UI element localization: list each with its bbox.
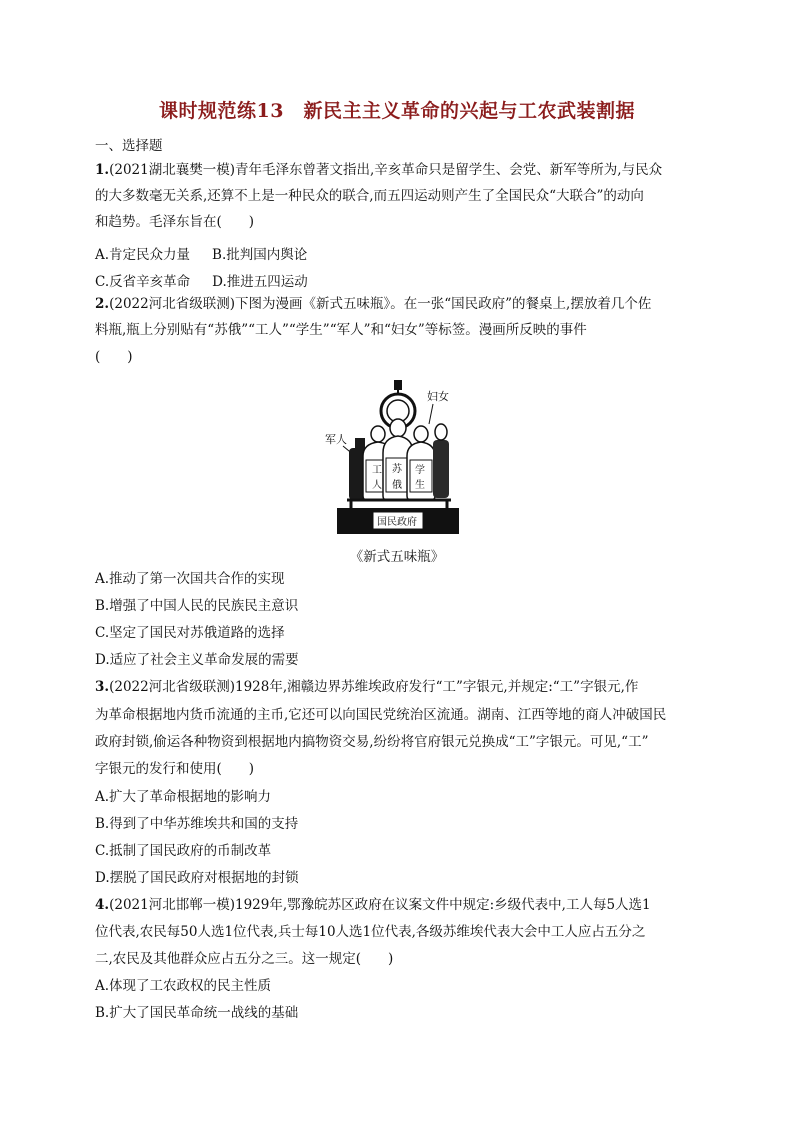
q1-options-row-2 <box>95 270 308 290</box>
figure-caption: 《新式五味瓶》 <box>349 549 445 565</box>
q2-line-3: ( ) <box>95 349 133 365</box>
q4-option-b[interactable]: B.扩大了国民革命统一战线的基础 <box>95 1005 299 1021</box>
q2-option-d[interactable]: D.适应了社会主义革命发展的需要 <box>95 652 299 668</box>
q1-line-1 <box>95 164 662 178</box>
q2-text: (2022河北省级联测)下图为漫画《新式五味瓶》。在一张“国民政府”的餐桌上,摆放着几个佐 <box>109 296 652 312</box>
q2-option-a[interactable]: A.推动了第一次国共合作的实现 <box>95 571 285 587</box>
q3-option-a[interactable]: A.扩大了革命根据地的影响力 <box>95 789 272 805</box>
q3-text: (2022河北省级联测)1928年,湘赣边界苏维埃政府发行“工”字银元,并规定:“工”字银元,作 <box>109 679 639 695</box>
q2-option-c[interactable]: C.坚定了国民对苏俄道路的选择 <box>95 625 285 641</box>
q1-line-3: 和趋势。毛泽东旨在( ) <box>95 214 255 230</box>
label-government: 国民政府 <box>377 517 417 528</box>
q4-line-3: 二,农民及其他群众应占五分之三。这一规定( ) <box>95 951 394 967</box>
q3-line-4: 字银元的发行和使用( ) <box>95 761 255 777</box>
q4-text: (2021河北邯郸一模)1929年,鄂豫皖苏区政府在议案文件中规定:乡级代表中,工人每5人选1 <box>109 897 651 913</box>
q1-option-b[interactable]: B.批判国内舆论 <box>212 247 308 263</box>
q1-options-row-1 <box>95 243 307 263</box>
q1-option-c[interactable]: C.反省辛亥革命 <box>95 274 191 290</box>
q1-option-a[interactable]: A.肯定民众力量 <box>95 247 191 263</box>
label-soviet-1: 苏 <box>392 464 402 475</box>
q1-text: (2021湖北襄樊一模)青年毛泽东曾著文指出,辛亥革命只是留学生、会党、新军等所为,与民众 <box>109 162 663 178</box>
q4-line-1 <box>95 899 651 913</box>
q2-option-b[interactable]: B.增强了中国人民的民族民主意识 <box>95 598 299 614</box>
label-worker-2: 人 <box>372 480 382 491</box>
q3-line-2: 为革命根据地内货币流通的主币,它还可以向国民党统治区流通。湖南、江西等地的商人冲破国民 <box>95 707 667 723</box>
label-worker-1: 工 <box>372 465 382 476</box>
q3-line-3: 政府封锁,偷运各种物资到根据地内搞物资交易,纷纷将官府银元兑换成“工”字银元。可见,“工” <box>95 734 649 750</box>
q3-line-1 <box>95 681 638 695</box>
label-soviet-2: 俄 <box>392 480 402 491</box>
label-student-2: 生 <box>415 480 425 491</box>
cartoon-five-flavor-bottles <box>325 378 463 534</box>
q3-option-d[interactable]: D.摆脱了国民政府对根据地的封锁 <box>95 870 299 886</box>
q2-line-2: 料瓶,瓶上分别贴有“苏俄”“工人”“学生”“军人”和“妇女”等标签。漫画所反映的事件 <box>95 322 587 338</box>
q3-option-b[interactable]: B.得到了中华苏维埃共和国的支持 <box>95 816 299 832</box>
q1-number: 1. <box>95 162 110 178</box>
bottle-woman <box>433 440 449 498</box>
label-student-1: 学 <box>415 465 425 476</box>
page-title: 课时规范练13 新民主主义革命的兴起与工农武装割据 <box>159 100 635 122</box>
q4-number: 4. <box>95 897 110 913</box>
q3-option-c[interactable]: C.抵制了国民政府的币制改革 <box>95 843 272 859</box>
q4-line-2: 位代表,农民每50人选1位代表,兵士每10人选1位代表,各级苏维埃代表大会中工人应占五分之 <box>95 924 646 940</box>
q2-number: 2. <box>95 296 110 312</box>
cruet-top-knob <box>394 380 402 390</box>
cartoon-figure <box>325 378 463 534</box>
label-soldier: 军人 <box>325 433 347 446</box>
label-woman: 妇女 <box>427 390 449 403</box>
q3-number: 3. <box>95 679 110 695</box>
q1-line-2: 的大多数毫无关系,还算不上是一种民众的联合,而五四运动则产生了全国民众“大联合”的动向 <box>95 188 644 204</box>
q1-option-d[interactable]: D.推进五四运动 <box>212 274 308 290</box>
section-heading: 一、选择题 <box>95 138 163 154</box>
q2-line-1 <box>95 298 651 312</box>
q4-option-a[interactable]: A.体现了工农政权的民主性质 <box>95 978 272 994</box>
